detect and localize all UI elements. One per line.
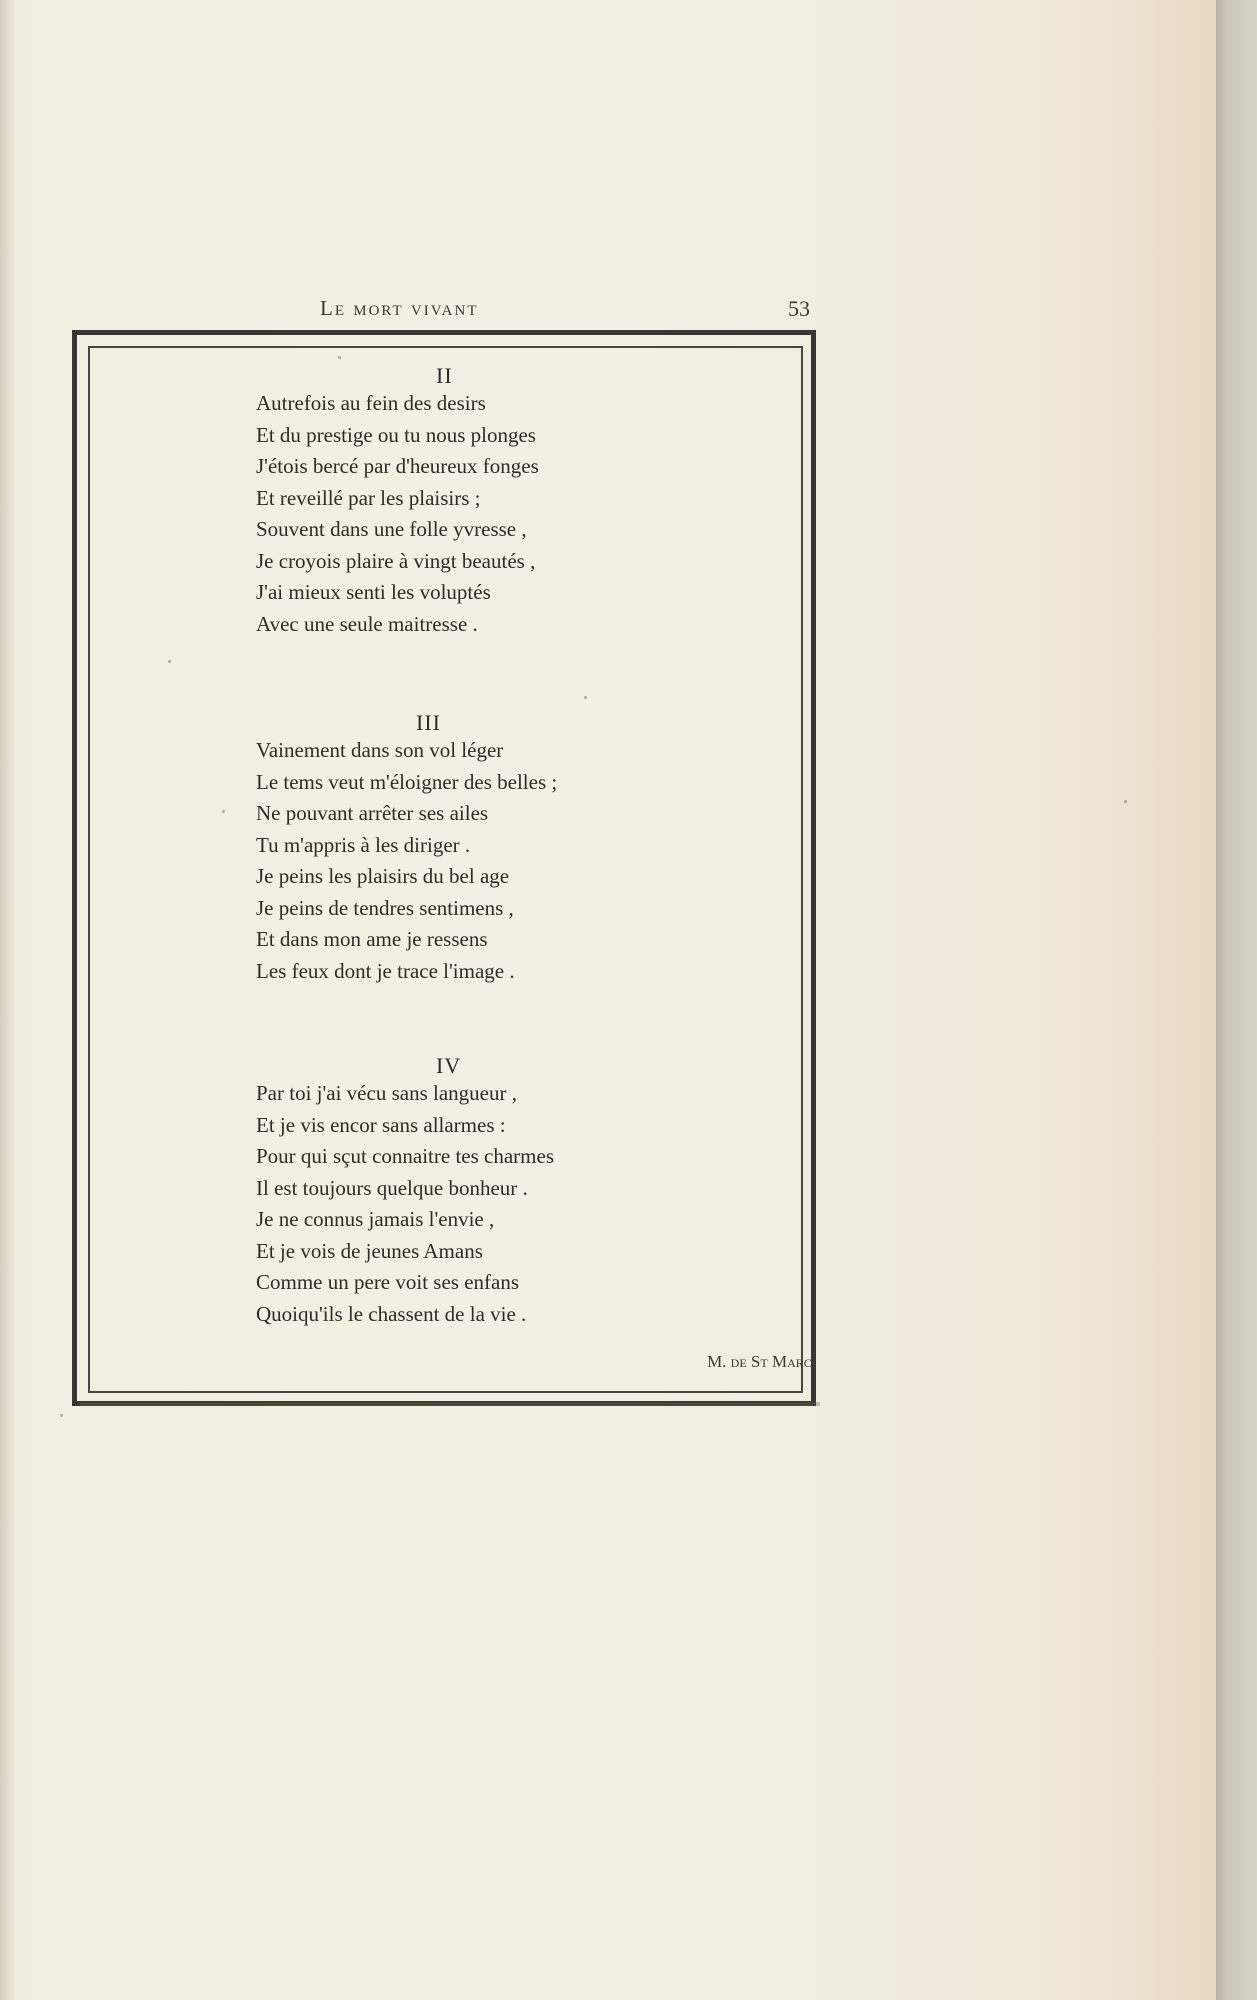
page-gutter-shadow — [0, 0, 14, 2000]
stanza-3 — [256, 711, 716, 987]
paper-speck — [338, 356, 341, 359]
verse-line: Et je vis encor sans allarmes : — [256, 1112, 506, 1137]
verse-line: Par toi j'ai vécu sans langueur , — [256, 1081, 517, 1105]
verse-line: Et dans mon ame je ressens — [256, 927, 488, 951]
verse-line: Comme un pere voit ses enfans — [256, 1270, 520, 1294]
verse-line: Il est toujours quelque bonheur . — [256, 1175, 528, 1200]
verse-line: Ne pouvant arrêter ses ailes — [256, 801, 489, 825]
stanza-2 — [256, 364, 716, 640]
paper-speck — [222, 810, 225, 813]
verse-line: Tu m'appris à les diriger . — [256, 832, 471, 857]
verse-line: J'étois bercé par d'heureux fonges — [256, 454, 539, 478]
paper-speck — [584, 696, 587, 699]
verse-line: Et du prestige ou tu nous plonges — [256, 422, 536, 447]
stanza-number: II — [436, 363, 453, 388]
author-signature: M. de St Marc. — [707, 1352, 816, 1371]
running-title: Le mort vivant — [320, 296, 479, 320]
verse-line: Les feux dont je trace l'image . — [256, 958, 515, 983]
page-header — [320, 296, 810, 324]
paper-speck — [60, 1414, 63, 1417]
verse-line: Pour qui sçut connaitre tes charmes — [256, 1144, 554, 1168]
verse-line: Je peins de tendres sentimens , — [256, 895, 514, 920]
paper-speck — [1124, 800, 1127, 803]
verse-line: Quoiqu'ils le chassent de la vie . — [256, 1301, 527, 1326]
verse-line: Je ne connus jamais l'envie , — [256, 1207, 495, 1231]
verse-line: Je peins les plaisirs du bel age — [256, 864, 510, 888]
verse-line: Je croyois plaire à vingt beautés , — [256, 548, 536, 573]
paper-speck — [168, 660, 171, 663]
stanza-number: IV — [436, 1053, 462, 1078]
verse-line: Le tems veut m'éloigner des belles ; — [256, 769, 558, 794]
verse-line: Souvent dans une folle yvresse , — [256, 517, 527, 541]
verse-line: Avec une seule maitresse . — [256, 611, 478, 636]
verse-line: Vainement dans son vol léger — [256, 738, 504, 762]
page-number: 53 — [788, 296, 810, 321]
frame-shadow — [80, 1402, 820, 1406]
verse-line: Et je vois de jeunes Amans — [256, 1238, 483, 1263]
verse-line: Autrefois au fein des desirs — [256, 391, 486, 415]
stanza-4 — [256, 1054, 716, 1330]
stanza-number: III — [416, 710, 441, 735]
verse-line: Et reveillé par les plaisirs ; — [256, 485, 481, 510]
next-page-edge — [1216, 0, 1257, 2000]
verse-line: J'ai mieux senti les voluptés — [256, 580, 491, 604]
